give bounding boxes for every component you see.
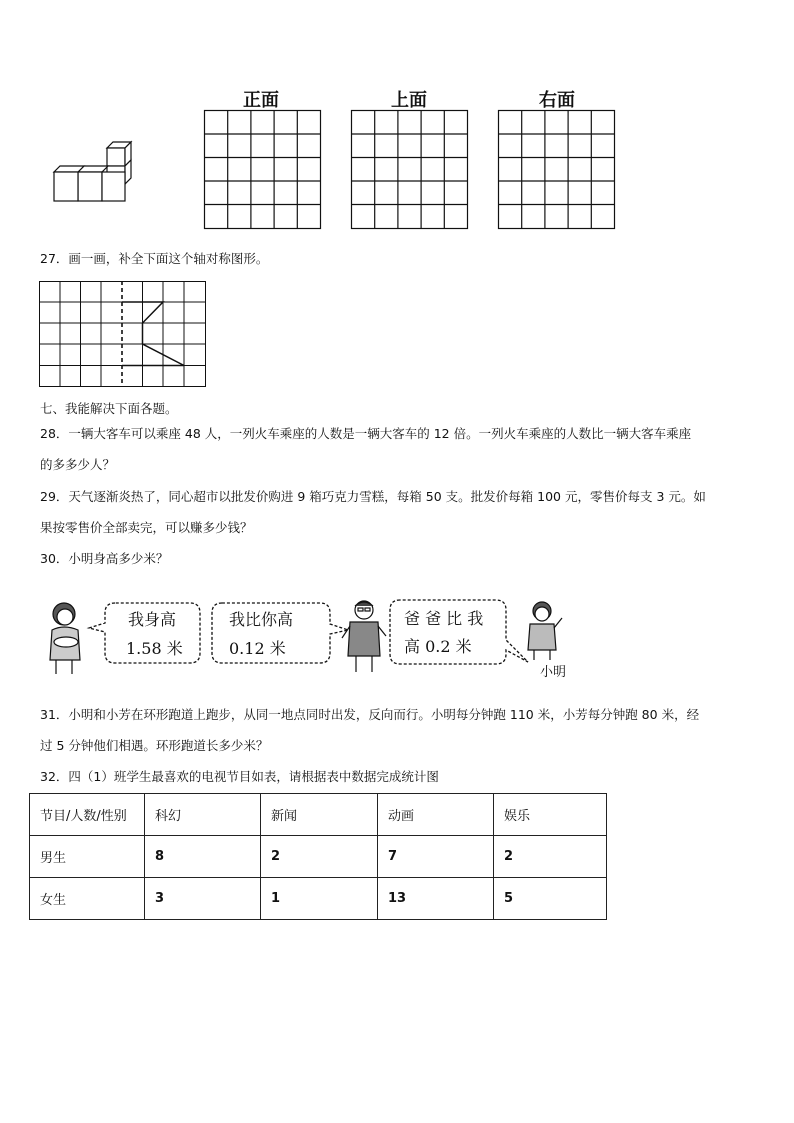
tv-program-table bbox=[29, 793, 607, 920]
table-cell: 女生 bbox=[30, 878, 145, 920]
table-header-row bbox=[30, 794, 607, 836]
xiaoming-label: 小明 bbox=[540, 665, 567, 680]
father-illustration bbox=[342, 596, 387, 676]
table-cell: 13 bbox=[378, 878, 494, 920]
question-31-line2: 过 5 分钟他们相遇。环形跑道长多少米？ bbox=[40, 738, 269, 753]
table-row bbox=[30, 878, 607, 920]
table-header-cell: 科幻 bbox=[145, 794, 261, 836]
top-view-grid[interactable] bbox=[351, 110, 468, 229]
table-header-cell: 动画 bbox=[378, 794, 494, 836]
question-30: 30．小明身高多少米？ bbox=[40, 551, 169, 566]
right-view-title: 右面 bbox=[539, 90, 575, 111]
question-29-line1: 29．天气逐渐炎热了，同心超市以批发价购进 9 箱巧克力雪糕，每箱 50 支。批发价每箱 100 元，零售价每支 3 元。如 bbox=[40, 489, 706, 504]
question-32: 32．四（1）班学生最喜欢的电视节目如表，请根据表中数据完成统计图 bbox=[40, 769, 439, 784]
cube-stack-figure bbox=[50, 138, 140, 208]
table-cell: 2 bbox=[261, 836, 378, 878]
top-view-title: 上面 bbox=[391, 90, 427, 111]
table-header-cell: 娱乐 bbox=[494, 794, 607, 836]
front-view-grid[interactable] bbox=[204, 110, 321, 229]
section-7-heading: 七、我能解决下面各题。 bbox=[40, 401, 178, 416]
question-29-line2: 果按零售价全部卖完，可以赚多少钱？ bbox=[40, 520, 253, 535]
right-view-grid[interactable] bbox=[498, 110, 615, 229]
question-27: 27．画一画，补全下面这个轴对称图形。 bbox=[40, 251, 269, 266]
bubble-1-line1: 我身高 bbox=[128, 610, 177, 629]
bubble-1-line2: 1.58 米 bbox=[126, 639, 183, 658]
bubble-2-line2: 0.12 米 bbox=[229, 639, 286, 658]
bubble-2-line1: 我比你高 bbox=[229, 610, 294, 629]
bubble-3-line1: 爸 爸 比 我 bbox=[404, 609, 484, 628]
table-row bbox=[30, 836, 607, 878]
symmetry-grid[interactable] bbox=[39, 281, 206, 387]
table-cell: 男生 bbox=[30, 836, 145, 878]
question-28-line1: 28．一辆大客车可以乘座 48 人，一列火车乘座的人数是一辆大客车的 12 倍。一列火车乘座的人数比一辆大客车乘座 bbox=[40, 426, 692, 441]
xiaoming-illustration bbox=[522, 598, 567, 663]
table-cell: 3 bbox=[145, 878, 261, 920]
table-cell: 2 bbox=[494, 836, 607, 878]
question-31-line1: 31．小明和小芳在环形跑道上跑步，从同一地点同时出发，反向而行。小明每分钟跑 110 米，小芳每分钟跑 80 米，经 bbox=[40, 707, 700, 722]
half-shape bbox=[122, 302, 184, 366]
table-header-cell: 新闻 bbox=[261, 794, 378, 836]
question-28-line2: 的多多少人？ bbox=[40, 457, 116, 472]
table-cell: 5 bbox=[494, 878, 607, 920]
table-cell: 1 bbox=[261, 878, 378, 920]
table-cell: 7 bbox=[378, 836, 494, 878]
bubble-3-line2: 高 0.2 米 bbox=[404, 637, 472, 656]
table-header-cell: 节目/人数/性别 bbox=[30, 794, 145, 836]
table-cell: 8 bbox=[145, 836, 261, 878]
front-view-title: 正面 bbox=[243, 90, 279, 111]
